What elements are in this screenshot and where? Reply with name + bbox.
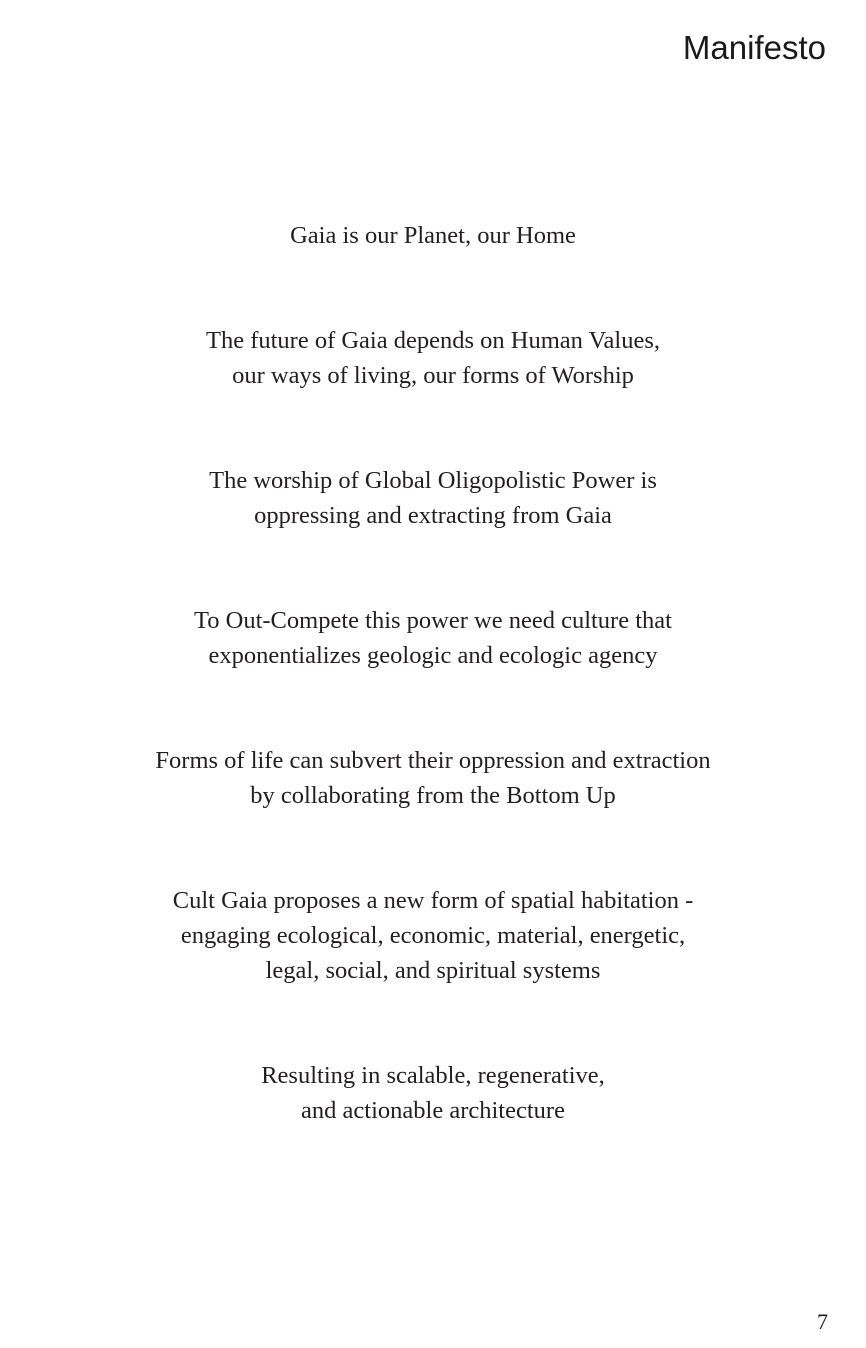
page-title: Manifesto [682,29,826,66]
stanza-line: The worship of Global Oligopolistic Power is [209,467,657,494]
manifesto-stanza [0,323,866,393]
manifesto-stanza [0,883,866,988]
stanza-line: engaging ecological, economic, material, energetic, [180,922,686,949]
stanza-line: Resulting in scalable, regenerative, [261,1062,605,1089]
page-number: 7 [817,1309,828,1334]
stanza-line: legal, social, and spiritual systems [265,957,601,984]
stanza-line: The future of Gaia depends on Human Values, [205,327,661,354]
manifesto-stanza [0,743,866,813]
stanza-line: exponentializes geologic and ecologic agency [208,642,658,669]
stanza-line: our ways of living, our forms of Worship [232,362,634,389]
stanza-line: Cult Gaia proposes a new form of spatial habitation - [172,887,694,914]
manifesto-stanza [0,218,866,253]
manifesto-stanza [0,603,866,673]
stanza-line: To Out-Compete this power we need culture that [194,607,672,634]
stanza-line: Gaia is our Planet, our Home [290,222,576,249]
stanza-line: Forms of life can subvert their oppression and extraction [155,747,711,774]
manifesto-stanza [0,463,866,533]
manifesto-stanza [0,1058,866,1128]
stanza-line: oppressing and extracting from Gaia [254,502,612,529]
stanza-line: and actionable architecture [301,1097,565,1124]
stanza-line: by collaborating from the Bottom Up [250,782,616,809]
